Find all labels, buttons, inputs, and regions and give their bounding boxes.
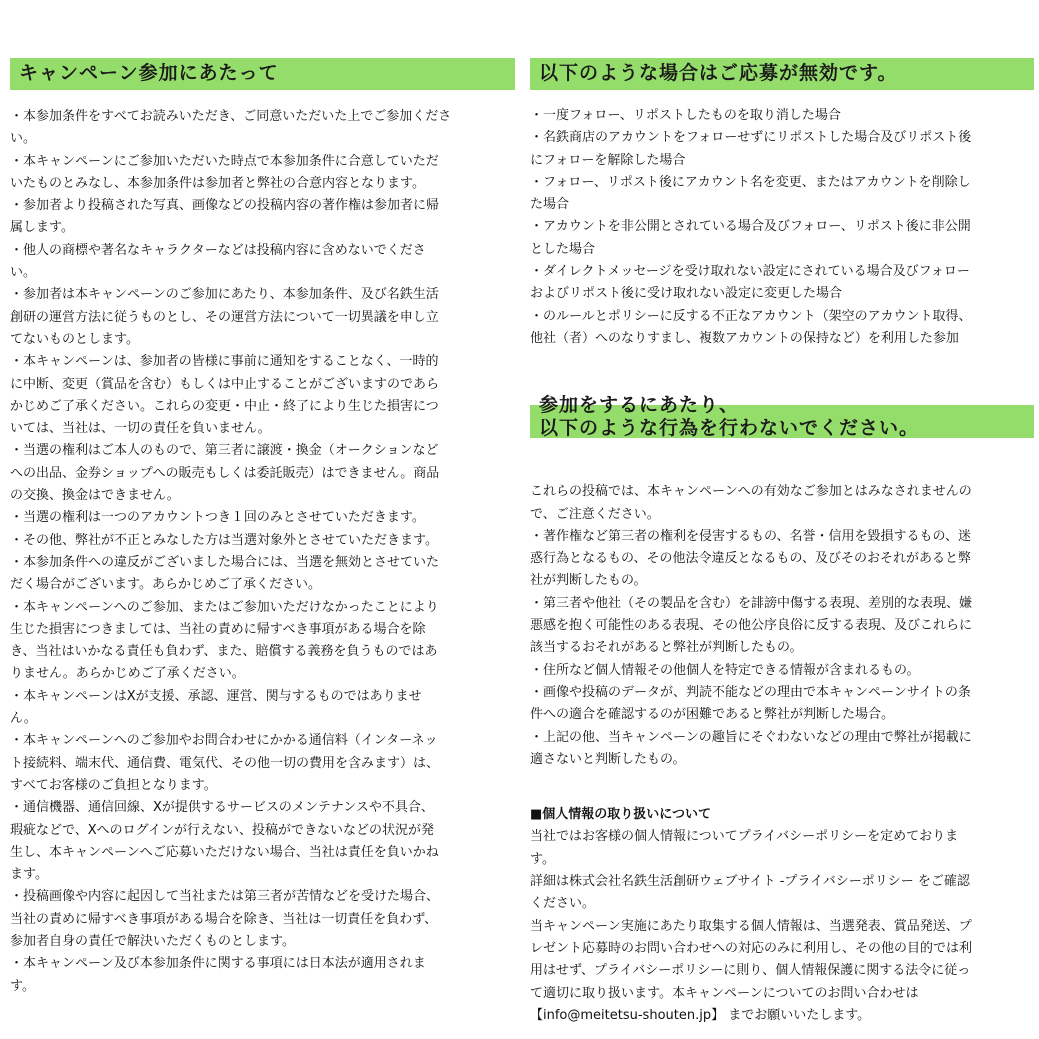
- invalid-entry-conditions: [530, 105, 1034, 350]
- text-line: ・ダイレクトメッセージを受け取れない設定にされている場合及びフォロー: [530, 264, 970, 280]
- prohibited-acts-list: [530, 481, 1034, 771]
- text-line: 件への適合を確認するのが困難であると弊社が判断した場合。: [530, 707, 895, 723]
- text-line: いては、当社は、一切の責任を負いません。: [10, 421, 271, 437]
- text-line: す。: [530, 851, 555, 867]
- text-line: ・名鉄商店のアカウントをフォローせずにリポストした場合及びリポスト後: [530, 130, 972, 146]
- text-line: これらの投稿では、本キャンペーンへの有効なご参加とはみなされませんの: [530, 484, 972, 500]
- text-line: 参加者自身の責任で解決いただくものとします。: [10, 933, 295, 949]
- text-line: ・投稿画像や内容に起因して当社または第三者が苦情などを受けた場合、: [10, 889, 440, 905]
- text-line: ・他人の商標や著名なキャラクターなどは投稿内容に含めないでくださ: [10, 242, 426, 258]
- text-line: 悪感を抱く可能性のある表現、その他公序良俗に反する表現、及びこれらに: [530, 618, 973, 634]
- prohibited-acts-heading-line2: 以下のような行為を行わないでください。: [539, 417, 920, 440]
- text-line: ・本キャンペーンはXが支援、承認、運営、関与するものではありませ: [10, 688, 422, 704]
- text-line: ・第三者や他社（その製品を含む）を誹謗中傷する表現、差別的な表現、嫌: [530, 595, 973, 611]
- text-line: ます。: [10, 867, 48, 883]
- text-line: てないものとします。: [10, 331, 139, 347]
- text-line: とした場合: [530, 241, 596, 257]
- text-line: レゼント応募時のお問い合わせへの対応のみに利用し、その他の目的では利: [530, 940, 973, 956]
- text-line: い。: [10, 265, 37, 281]
- text-line: 創研の運営方法に従うものとし、その運営方法について一切異議を申し立: [10, 309, 439, 325]
- text-line: ・本参加条件への違反がございました場合には、当選を無効とさせていた: [10, 554, 440, 570]
- prohibited-acts-heading: [530, 394, 1034, 440]
- text-line: 生じた損害につきましては、当社の責めに帰すべき事項がある場合を除: [10, 621, 426, 637]
- text-line: ・当選の権利はご本人のもので、第三者に譲渡・換金（オークションなど: [10, 443, 439, 459]
- text-line: ・本キャンペーンへのご参加やお問合わせにかかる通信料（インターネッ: [10, 733, 438, 749]
- campaign-participation-terms: [10, 106, 515, 998]
- text-line: ト接続料、端末代、通信費、電気代、その他一切の費用を含みます）は、: [10, 755, 440, 771]
- text-line: ・本キャンペーンは、参加者の皆様に事前に通知をすることなく、一時的: [10, 354, 439, 370]
- text-line: 他社（者）へのなりすまし、複数アカウントの保持など）を利用した参加: [530, 330, 959, 346]
- text-line: き、当社はいかなる責任も負わず、また、賠償する義務を負うものではあ: [10, 644, 438, 660]
- invalid-entry-heading: 以下のような場合はご応募が無効です。: [530, 58, 1034, 90]
- text-line: 当社ではお客様の個人情報についてプライバシーポリシーを定めておりま: [530, 829, 959, 845]
- text-line: ・住所など個人情報その他個人を特定できる情報が含まれるもの。: [530, 662, 920, 678]
- text-line: 惑行為となるもの、その他法令違反となるもの、及びそのおそれがあると弊: [530, 551, 971, 567]
- text-line: 用はせず、プライバシーポリシーに則り、個人情報保護に関する法令に従っ: [530, 963, 971, 979]
- privacy-section-title: ■個人情報の取り扱いについて: [530, 807, 712, 823]
- text-line: 【info@meitetsu-shouten.jp】 までお願いいたします。: [530, 1007, 871, 1023]
- text-line: ・参加者より投稿された写真、画像などの投稿内容の著作権は参加者に帰: [10, 198, 440, 214]
- text-line: およびリポスト後に受け取れない設定に変更した場合: [530, 286, 843, 302]
- text-line: すべてお客様のご負担となります。: [10, 777, 217, 793]
- text-line: ・フォロー、リポスト後にアカウント名を変更、またはアカウントを削除し: [530, 174, 971, 190]
- text-line: ・本キャンペーンへのご参加、またはご参加いただけなかったことにより: [10, 599, 439, 615]
- text-line: ・著作権など第三者の権利を侵害するもの、名誉・信用を毀損するもの、迷: [530, 528, 971, 544]
- text-line: ・上記の他、当キャンペーンの趣旨にそぐわないなどの理由で弊社が掲載に: [530, 729, 972, 745]
- text-line: ・画像や投稿のデータが、判読不能などの理由で本キャンペーンサイトの条: [530, 684, 971, 700]
- text-line: 社が判断したもの。: [530, 573, 647, 589]
- text-line: す。: [10, 978, 35, 994]
- text-line: ・通信機器、通信回線、Xが提供するサービスのメンテナンスや不具合、: [10, 800, 434, 816]
- text-line: ・のルールとポリシーに反する不正なアカウント（架空のアカウント取得、: [530, 308, 972, 324]
- text-line: て適切に取り扱います。本キャンペーンについてのお問い合わせは: [530, 985, 919, 1001]
- text-line: ・本参加条件をすべてお読みいただき、ご同意いただいた上でご参加くださ: [10, 109, 452, 124]
- campaign-participation-heading: キャンペーン参加にあたって: [10, 58, 515, 90]
- text-line: で、ご注意ください。: [530, 506, 660, 522]
- text-line: 適さないと判断したもの。: [530, 751, 686, 767]
- prohibited-acts-heading-line1: 参加をするにあたり、: [539, 394, 740, 417]
- text-line: ください。: [530, 896, 596, 912]
- text-line: た場合: [530, 197, 570, 213]
- text-line: に中断、変更（賞品を含む）もしくは中止することがございますのであら: [10, 376, 440, 392]
- text-line: の交換、換金はできません。: [10, 488, 180, 504]
- text-line: にフォローを解除した場合: [530, 152, 686, 168]
- text-line: い。: [10, 131, 37, 147]
- text-line: だく場合がございます。あらかじめご了承ください。: [10, 577, 321, 593]
- text-line: 詳細は株式会社名鉄生活創研ウェブサイト -プライバシーポリシー をご確認: [530, 874, 970, 890]
- text-line: りません。あらかじめご了承ください。: [10, 666, 245, 682]
- text-line: への出品、金券ショップへの販売もしくは委託販売）はできません。商品: [10, 465, 440, 481]
- text-line: ・本キャンペーンにご参加いただいた時点で本参加条件に合意していただ: [10, 153, 439, 169]
- text-line: ・参加者は本キャンペーンのご参加にあたり、本参加条件、及び名鉄生活: [10, 287, 439, 303]
- text-line: かじめご了承ください。これらの変更・中止・終了により生じた損害につ: [10, 398, 439, 414]
- text-line: ・その他、弊社が不正とみなした方は当選対象外とさせていただきます。: [10, 532, 438, 548]
- text-line: ・本キャンペーン及び本参加条件に関する事項には日本法が適用されま: [10, 956, 426, 972]
- text-line: ・当選の権利は一つのアカウントつき１回のみとさせていただきます。: [10, 510, 425, 526]
- text-line: ・アカウントを非公開とされている場合及びフォロー、リポスト後に非公開: [530, 219, 971, 235]
- privacy-section-text: [530, 826, 1034, 1027]
- text-line: 属します。: [10, 220, 74, 236]
- text-line: 該当するおそれがあると弊社が判断したもの。: [530, 640, 803, 656]
- text-line: 瑕疵などで、Xへのログインが行えない、投稿ができないなどの状況が発: [10, 822, 434, 838]
- privacy-section: [530, 804, 1034, 1027]
- text-line: ・一度フォロー、リポストしたものを取り消した場合: [530, 108, 841, 123]
- left-column: [10, 0, 515, 998]
- text-line: 当社の責めに帰すべき事項がある場合を除き、当社は一切責任を負わず、: [10, 911, 438, 927]
- text-line: 生し、本キャンペーンへご応募いただけない場合、当社は責任を負いかね: [10, 844, 439, 860]
- text-line: 当キャンペーン実施にあたり取集する個人情報は、当選発表、賞品発送、プ: [530, 918, 972, 934]
- text-line: ん。: [10, 711, 37, 727]
- right-column: [530, 0, 1034, 1027]
- text-line: いたものとみなし、本参加条件は参加者と弊社の合意内容となります。: [10, 175, 425, 191]
